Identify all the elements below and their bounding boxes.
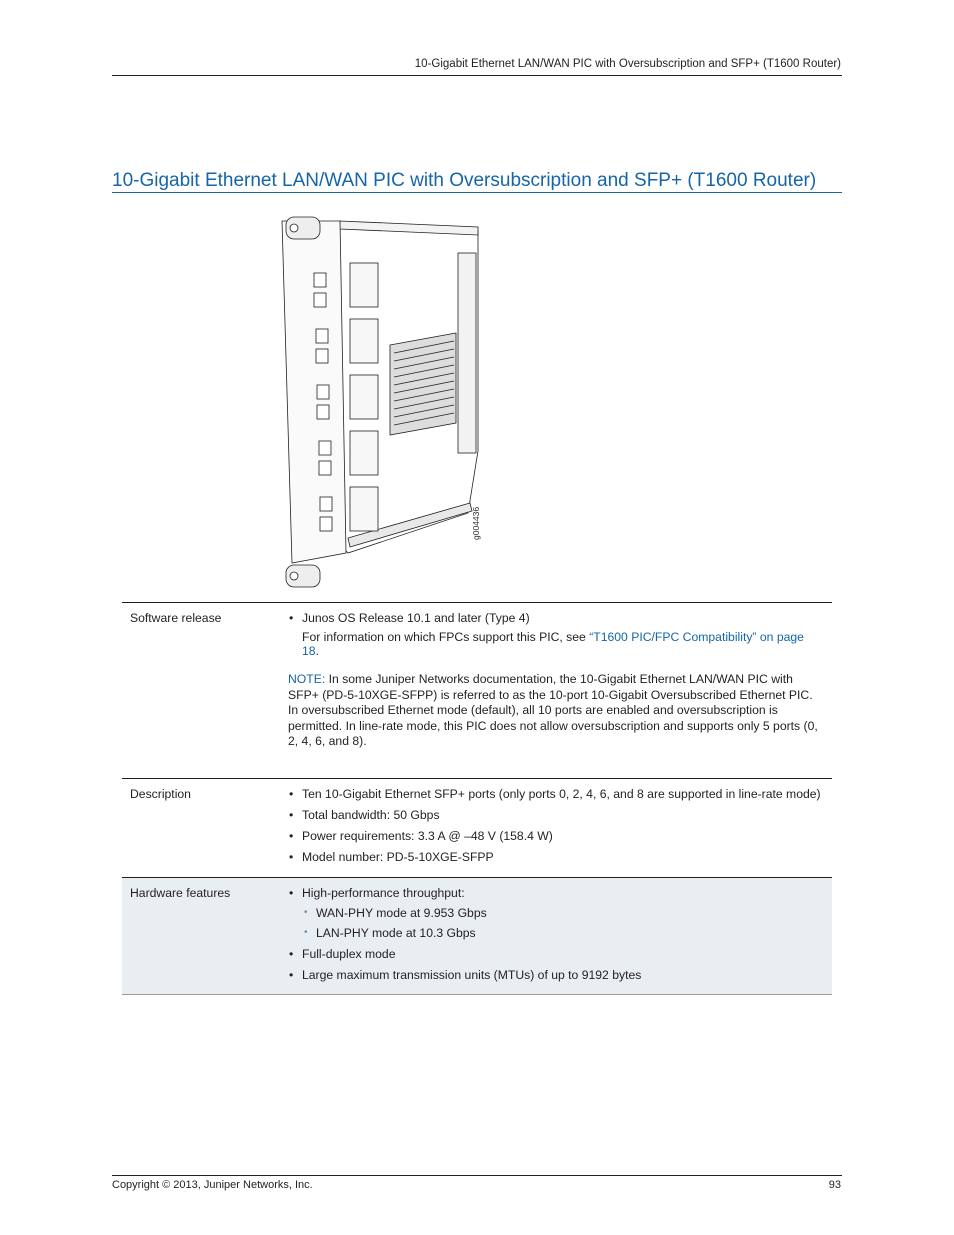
faceplate (282, 221, 346, 563)
running-header: 10-Gigabit Ethernet LAN/WAN PIC with Oversubscription and SFP+ (T1600 Router) (414, 58, 841, 70)
row-content (280, 603, 832, 779)
copyright: Copyright © 2013, Juniper Networks, Inc. (112, 1179, 313, 1191)
row-content (280, 877, 832, 994)
list-item: • Model number: PD-5-10XGE-SFPP (302, 850, 824, 864)
pic-illustration (278, 213, 488, 593)
sfp-cage (350, 431, 378, 475)
sfp-cage (350, 319, 378, 363)
ejector-handle-top (286, 217, 320, 239)
list-item: • Ten 10-Gigabit Ethernet SFP+ ports (only ports 0, 2, 4, 6, and 8 are supported in line-rate mode) (302, 787, 824, 801)
sfp-cage (350, 263, 378, 307)
note (288, 672, 824, 750)
table-row (122, 603, 832, 779)
list-item: • Junos OS Release 10.1 and later (Type 4) (302, 611, 824, 625)
header-rule (112, 75, 842, 76)
compatibility-info: For information on which FPCs support this PIC, see “T1600 PIC/FPC Compatibility” on page 18. (302, 630, 804, 658)
sub-list-item: • WAN-PHY mode at 9.953 Gbps (316, 906, 824, 920)
figure-id: g004436 (471, 506, 481, 540)
list-item: • Full-duplex mode (302, 947, 824, 961)
section-title: 10-Gigabit Ethernet LAN/WAN PIC with Oversubscription and SFP+ (T1600 Router) (112, 170, 817, 191)
sfp-cage (350, 375, 378, 419)
row-label: Hardware features (122, 877, 280, 994)
note-text: In some Juniper Networks documentation, the 10-Gigabit Ethernet LAN/WAN PIC with SFP+ (PD-5-10XGE-SFPP) is referred to as the 10-port 10-Gigabit Oversubscribed Ethernet PIC. In oversubscribed Ethernet mode (default), all 10 ports are enabled and oversubscription is permitted. In line-rate mode, this PIC does not allow oversubscription and supports only 5 ports (0, 2, 4, 6, and 8). (288, 672, 818, 748)
compatibility-link[interactable]: “T1600 PIC/FPC Compatibility” on page 18 (302, 630, 804, 658)
sfp-cage (350, 487, 378, 531)
table-row (122, 877, 832, 994)
note-label: NOTE: (288, 672, 326, 686)
list-item: • High-performance throughput: • WAN-PHY mode at 9.953 Gbps • LAN-PHY mode at 10.3 Gbps (302, 886, 824, 940)
sub-list-item: • LAN-PHY mode at 10.3 Gbps (316, 926, 824, 940)
list-item: • Power requirements: 3.3 A @ –48 V (158.4 W) (302, 829, 824, 843)
list-item: • Large maximum transmission units (MTUs) of up to 9192 bytes (302, 968, 824, 982)
row-content (280, 778, 832, 877)
row-label: Description (130, 786, 191, 801)
ejector-handle-bottom (286, 565, 320, 587)
row-label: Software release (130, 611, 222, 625)
heat-sink (390, 333, 456, 435)
table-row (122, 778, 832, 877)
backplane-connector (458, 253, 476, 453)
list-item: • Total bandwidth: 50 Gbps (302, 808, 824, 822)
footer-rule (112, 1175, 842, 1176)
spec-table (122, 602, 832, 995)
title-rule (112, 192, 842, 193)
page-number: 93 (828, 1179, 841, 1191)
